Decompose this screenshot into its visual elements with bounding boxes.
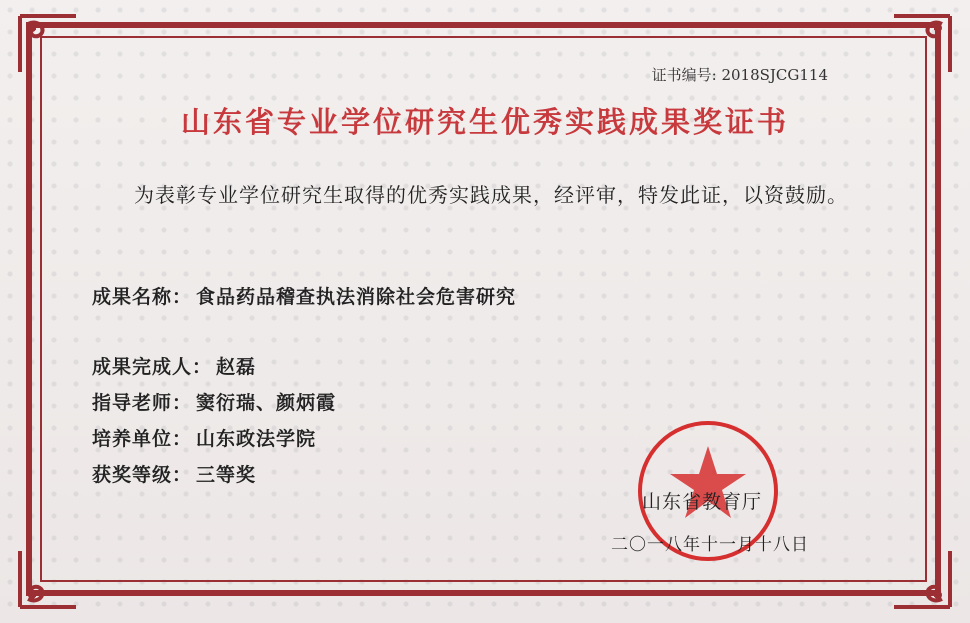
field-label: 获奖等级： (92, 464, 193, 486)
field-value: 三等奖 (196, 464, 257, 486)
field-value: 山东政法学院 (196, 428, 317, 450)
corner-ornament-icon (892, 549, 952, 609)
certificate-number: 证书编号: 2018SJCG114 (651, 66, 828, 84)
field-value: 食品药品稽查执法消除社会危害研究 (196, 286, 517, 308)
certificate-body: 为表彰专业学位研究生取得的优秀实践成果，经评审，特发此证，以资鼓励。 (134, 183, 848, 207)
field-author (92, 352, 256, 379)
field-achievement-name (92, 282, 516, 309)
field-advisor (92, 388, 336, 415)
issue-date: 二〇一八年十一月十八日 (611, 535, 809, 555)
field-value: 窦衍瑞、颜炳霞 (196, 392, 337, 414)
field-award-level (92, 460, 256, 487)
field-value: 赵磊 (216, 356, 257, 378)
certificate-title: 山东省专业学位研究生优秀实践成果奖证书 (180, 105, 789, 139)
field-label: 成果名称： (92, 286, 193, 308)
field-label: 指导老师： (92, 392, 193, 414)
field-label: 成果完成人： (92, 356, 213, 378)
field-label: 培养单位： (92, 428, 193, 450)
corner-ornament-icon (892, 14, 952, 74)
corner-ornament-icon (18, 14, 78, 74)
corner-ornament-icon (18, 549, 78, 609)
field-institution (92, 424, 316, 451)
issuer: 山东省教育厅 (642, 491, 763, 513)
